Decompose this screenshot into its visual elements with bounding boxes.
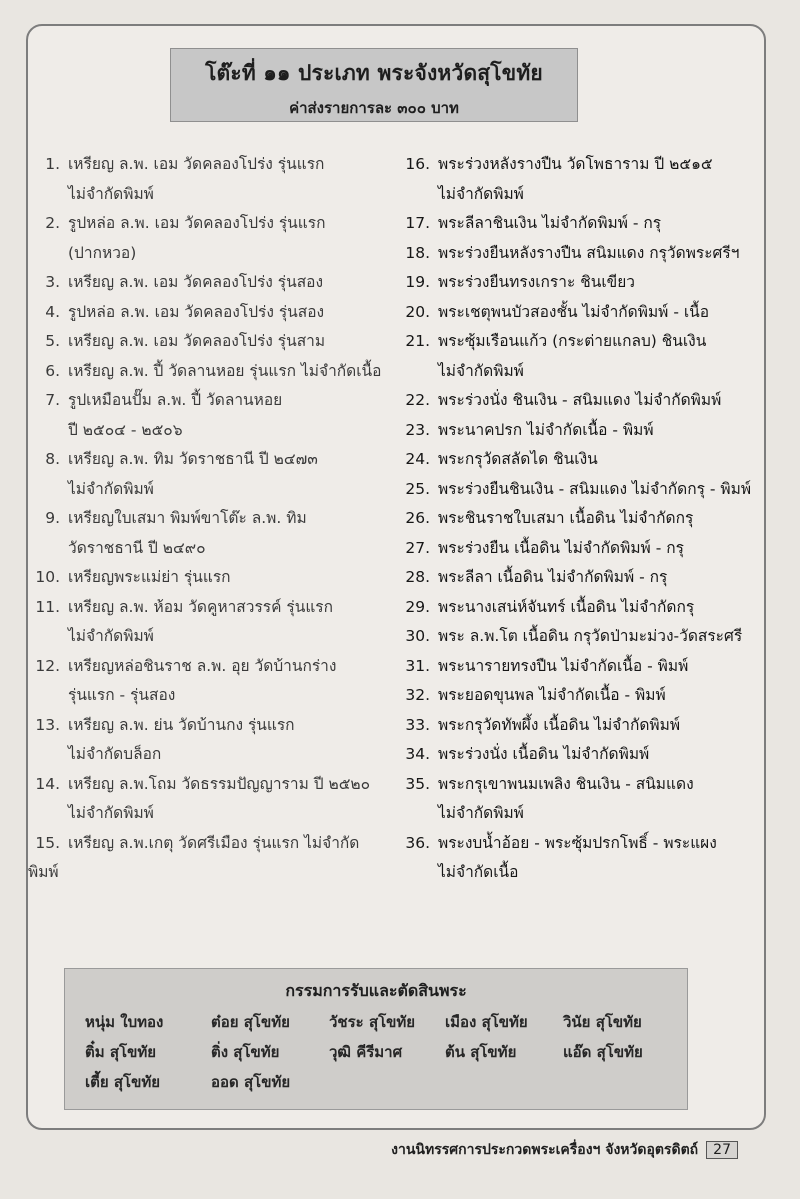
item-number: 18. [405, 243, 430, 262]
list-item [28, 445, 386, 475]
list-item [28, 504, 386, 534]
item-number: 24. [405, 450, 430, 468]
list-item [398, 770, 768, 800]
committee-member: หนุ่ม ใบทอง [85, 1013, 164, 1031]
item-text: พระร่วงยืนหลังรางปืน สนิมแดง กรุวัดพระศรีฯ [438, 243, 740, 262]
item-number: 17. [405, 214, 430, 232]
item-number: 11. [35, 597, 60, 616]
list-item [28, 180, 386, 210]
item-text: ไม่จำกัดพิมพ์ [438, 184, 524, 203]
item-number: 5. [45, 332, 60, 350]
list-item [28, 386, 386, 416]
item-text: พระร่วงนั่ง ชินเงิน - สนิมแดง ไม่จำกัดพิมพ์ [438, 391, 722, 409]
list-item [398, 534, 768, 564]
item-text: พระกรุเขาพนมเพลิง ชินเงิน - สนิมแดง [438, 774, 694, 793]
item-number: 30. [405, 627, 430, 645]
item-text: เหรียญหล่อชินราช ล.พ. อุย วัดบ้านกร่าง [68, 656, 337, 675]
item-number: 25. [405, 479, 430, 498]
list-item [398, 327, 768, 357]
item-text: พระลีลา เนื้อดิน ไม่จำกัดพิมพ์ - กรุ [438, 568, 668, 586]
list-item [398, 711, 768, 741]
item-number: 19. [405, 273, 430, 291]
committee-member: เมือง สุโขทัย [445, 1013, 528, 1031]
item-text: พระนาคปรก ไม่จำกัดเนื้อ - พิมพ์ [438, 420, 654, 439]
item-text: ไม่จำกัดพิมพ์ [68, 479, 154, 498]
item-number: 6. [45, 361, 60, 380]
item-number: 34. [405, 745, 430, 763]
committee-member: ต๋อย สุโขทัย [211, 1013, 290, 1031]
item-number: 21. [405, 332, 430, 350]
page-subtitle: ค่าส่งรายการละ ๓๐๐ บาท [289, 99, 459, 117]
list-item [398, 829, 768, 859]
item-text: ไม่จำกัดพิมพ์ [438, 361, 524, 380]
committee-member: วินัย สุโขทัย [563, 1013, 642, 1031]
page-footer [391, 1139, 738, 1161]
list-item [398, 652, 768, 682]
list-item [28, 416, 386, 446]
item-number: 29. [405, 597, 430, 616]
item-text: เหรียญ ล.พ.โถม วัดธรรมปัญญาราม ปี ๒๕๒๐ [68, 774, 371, 793]
item-text: (ปากหวอ) [68, 243, 137, 262]
item-number: 35. [405, 774, 430, 793]
item-text: ไม่จำกัดพิมพ์ [68, 627, 154, 645]
committee-member: ติ่ง สุโขทัย [211, 1043, 280, 1061]
item-text: ไม่จำกัดบล็อก [68, 745, 162, 763]
item-number: 9. [45, 509, 60, 527]
item-text: เหรียญ ล.พ. ห้อม วัดคูหาสวรรค์ รุ่นแรก [68, 597, 334, 616]
item-text: รุ่นแรก - รุ่นสอง [68, 686, 176, 704]
list-item [28, 652, 386, 682]
committee-member: วุฒิ คีรีมาศ [329, 1043, 403, 1061]
item-number: 31. [405, 656, 430, 675]
list-item [398, 858, 768, 888]
committee-member: ติ๋ม สุโขทัย [85, 1043, 156, 1061]
item-text: เหรียญ ล.พ. เอม วัดคลองโปร่ง รุ่นสาม [68, 332, 326, 350]
item-text: เหรียญ ล.พ. ทิม วัดราชธานี ปี ๒๔๗๓ [68, 450, 318, 468]
list-item [398, 209, 768, 239]
item-number: 33. [405, 715, 430, 734]
item-text: พระชินราชใบเสมา เนื้อดิน ไม่จำกัดกรุ [438, 509, 694, 527]
item-text: พระร่วงยืนทรงเกราะ ชินเขียว [438, 273, 636, 291]
list-item [28, 327, 386, 357]
item-text: ปี ๒๕๐๔ - ๒๕๐๖ [68, 420, 183, 439]
list-item [28, 268, 386, 298]
item-text: เหรียญใบเสมา พิมพ์ขาโต๊ะ ล.พ. ทิม [68, 509, 307, 527]
item-number: 13. [35, 715, 60, 734]
item-text: วัดราชธานี ปี ๒๔๙๐ [68, 538, 206, 557]
item-number: 4. [45, 302, 60, 321]
item-number: 12. [35, 656, 60, 675]
item-text: ไม่จำกัดพิมพ์ [438, 804, 524, 822]
list-item [28, 593, 386, 623]
committee-box [64, 968, 688, 1110]
item-number: 22. [405, 391, 430, 409]
item-number: 20. [405, 302, 430, 321]
item-text: พระร่วงยืนชินเงิน - สนิมแดง ไม่จำกัดกรุ - พิมพ์ [438, 479, 752, 498]
list-item [398, 475, 768, 505]
item-text: ไม่จำกัดพิมพ์ [68, 804, 154, 822]
list-item [398, 504, 768, 534]
committee-member: แอ๊ด สุโขทัย [563, 1043, 643, 1061]
item-number: 7. [45, 391, 60, 409]
item-text: เหรียญ ล.พ. เอม วัดคลองโปร่ง รุ่นแรก [68, 155, 325, 173]
amulet-list-left [28, 150, 386, 888]
list-item [28, 239, 386, 269]
item-text: พระ ล.พ.โต เนื้อดิน กรุวัดป่ามะม่วง-วัดสระศรี [438, 627, 743, 645]
item-number: 36. [405, 833, 430, 852]
list-item [398, 681, 768, 711]
list-item [398, 445, 768, 475]
item-text: พระกรุวัดทัพผึ้ง เนื้อดิน ไม่จำกัดพิมพ์ [438, 715, 681, 734]
item-text: พระเชตุพนบัวสองชั้น ไม่จำกัดพิมพ์ - เนื้อ [438, 302, 710, 321]
list-item [28, 829, 386, 888]
list-item [28, 799, 386, 829]
item-text: ไม่จำกัดพิมพ์ [68, 184, 154, 203]
list-item [398, 622, 768, 652]
item-text: เหรียญ ล.พ.เกตุ วัดศรีเมือง รุ่นแรก ไม่จำกัดพิมพ์ [28, 833, 360, 881]
item-number: 26. [405, 509, 430, 527]
committee-member: ออด สุโขทัย [211, 1073, 291, 1091]
item-text: พระร่วงยืน เนื้อดิน ไม่จำกัดพิมพ์ - กรุ [438, 538, 684, 557]
list-item [28, 357, 386, 387]
item-text: รูปหล่อ ล.พ. เอม วัดคลองโปร่ง รุ่นสอง [68, 302, 325, 321]
page-title: โต๊ะที่ ๑๑ ประเภท พระจังหวัดสุโขทัย [205, 61, 543, 85]
item-number: 8. [45, 450, 60, 468]
committee-title: กรรมการรับและตัดสินพระ [285, 981, 467, 1000]
list-item [28, 298, 386, 328]
list-item [28, 711, 386, 741]
item-text: รูปหล่อ ล.พ. เอม วัดคลองโปร่ง รุ่นแรก [68, 214, 326, 232]
list-item [398, 239, 768, 269]
footer-text: งานนิทรรศการประกวดพระเครื่องฯ จังหวัดอุตรดิตถ์ [391, 1142, 699, 1158]
list-item [28, 740, 386, 770]
list-item [398, 268, 768, 298]
item-text: พระร่วงหลังรางปืน วัดโพธาราม ปี ๒๕๑๕ [438, 155, 713, 173]
item-text: เหรียญ ล.พ. เอม วัดคลองโปร่ง รุ่นสอง [68, 273, 324, 291]
item-number: 2. [45, 214, 60, 232]
item-text: พระงบน้ำอ้อย - พระซุ้มปรกโพธิ์ - พระแผง [438, 833, 717, 852]
list-item [28, 770, 386, 800]
item-text: พระลีลาชินเงิน ไม่จำกัดพิมพ์ - กรุ [438, 214, 662, 232]
list-item [398, 150, 768, 180]
list-item [398, 298, 768, 328]
item-number: 28. [405, 568, 430, 586]
item-text: พระร่วงนั่ง เนื้อดิน ไม่จำกัดพิมพ์ [438, 745, 650, 763]
list-item [398, 357, 768, 387]
list-item [398, 386, 768, 416]
page-number: 27 [706, 1141, 738, 1159]
list-item [398, 416, 768, 446]
item-number: 3. [45, 273, 60, 291]
list-item [28, 534, 386, 564]
list-item [398, 593, 768, 623]
item-text: พระยอดขุนพล ไม่จำกัดเนื้อ - พิมพ์ [438, 686, 666, 704]
item-text: พระกรุวัดสลัดได ชินเงิน [438, 450, 598, 468]
item-text: พระซุ้มเรือนแก้ว (กระต่ายแกลบ) ชินเงิน [438, 332, 707, 350]
list-item [28, 150, 386, 180]
item-number: 16. [405, 155, 430, 173]
list-item [398, 180, 768, 210]
list-item [28, 622, 386, 652]
committee-member: ต้น สุโขทัย [445, 1043, 517, 1061]
list-item [28, 475, 386, 505]
list-item [398, 799, 768, 829]
item-number: 10. [35, 568, 60, 586]
committee-member: เตี้ย สุโขทัย [85, 1073, 161, 1091]
item-number: 1. [45, 155, 60, 173]
list-item [398, 563, 768, 593]
item-number: 32. [405, 686, 430, 704]
item-text: เหรียญ ล.พ. ย่น วัดบ้านกง รุ่นแรก [68, 715, 295, 734]
item-text: พระนารายทรงปืน ไม่จำกัดเนื้อ - พิมพ์ [438, 656, 689, 675]
committee-member: วัชระ สุโขทัย [329, 1013, 416, 1031]
list-item [28, 681, 386, 711]
table-title-box [170, 48, 578, 122]
item-number: 27. [405, 538, 430, 557]
list-item [28, 209, 386, 239]
item-number: 23. [405, 420, 430, 439]
item-number: 15. [35, 833, 60, 852]
committee-names [85, 1010, 687, 1094]
item-text: พระนางเสน่ห์จันทร์ เนื้อดิน ไม่จำกัดกรุ [438, 597, 695, 616]
item-text: เหรียญ ล.พ. ปี้ วัดลานหอย รุ่นแรก ไม่จำกัดเนื้อ [68, 361, 382, 380]
item-number: 14. [35, 774, 60, 793]
item-text: ไม่จำกัดเนื้อ [438, 863, 519, 881]
item-text: รูปเหมือนปั๊ม ล.พ. ปี้ วัดลานหอย [68, 391, 283, 409]
list-item [28, 563, 386, 593]
amulet-list-right [398, 150, 768, 888]
list-item [398, 740, 768, 770]
item-text: เหรียญพระแม่ย่า รุ่นแรก [68, 568, 231, 586]
